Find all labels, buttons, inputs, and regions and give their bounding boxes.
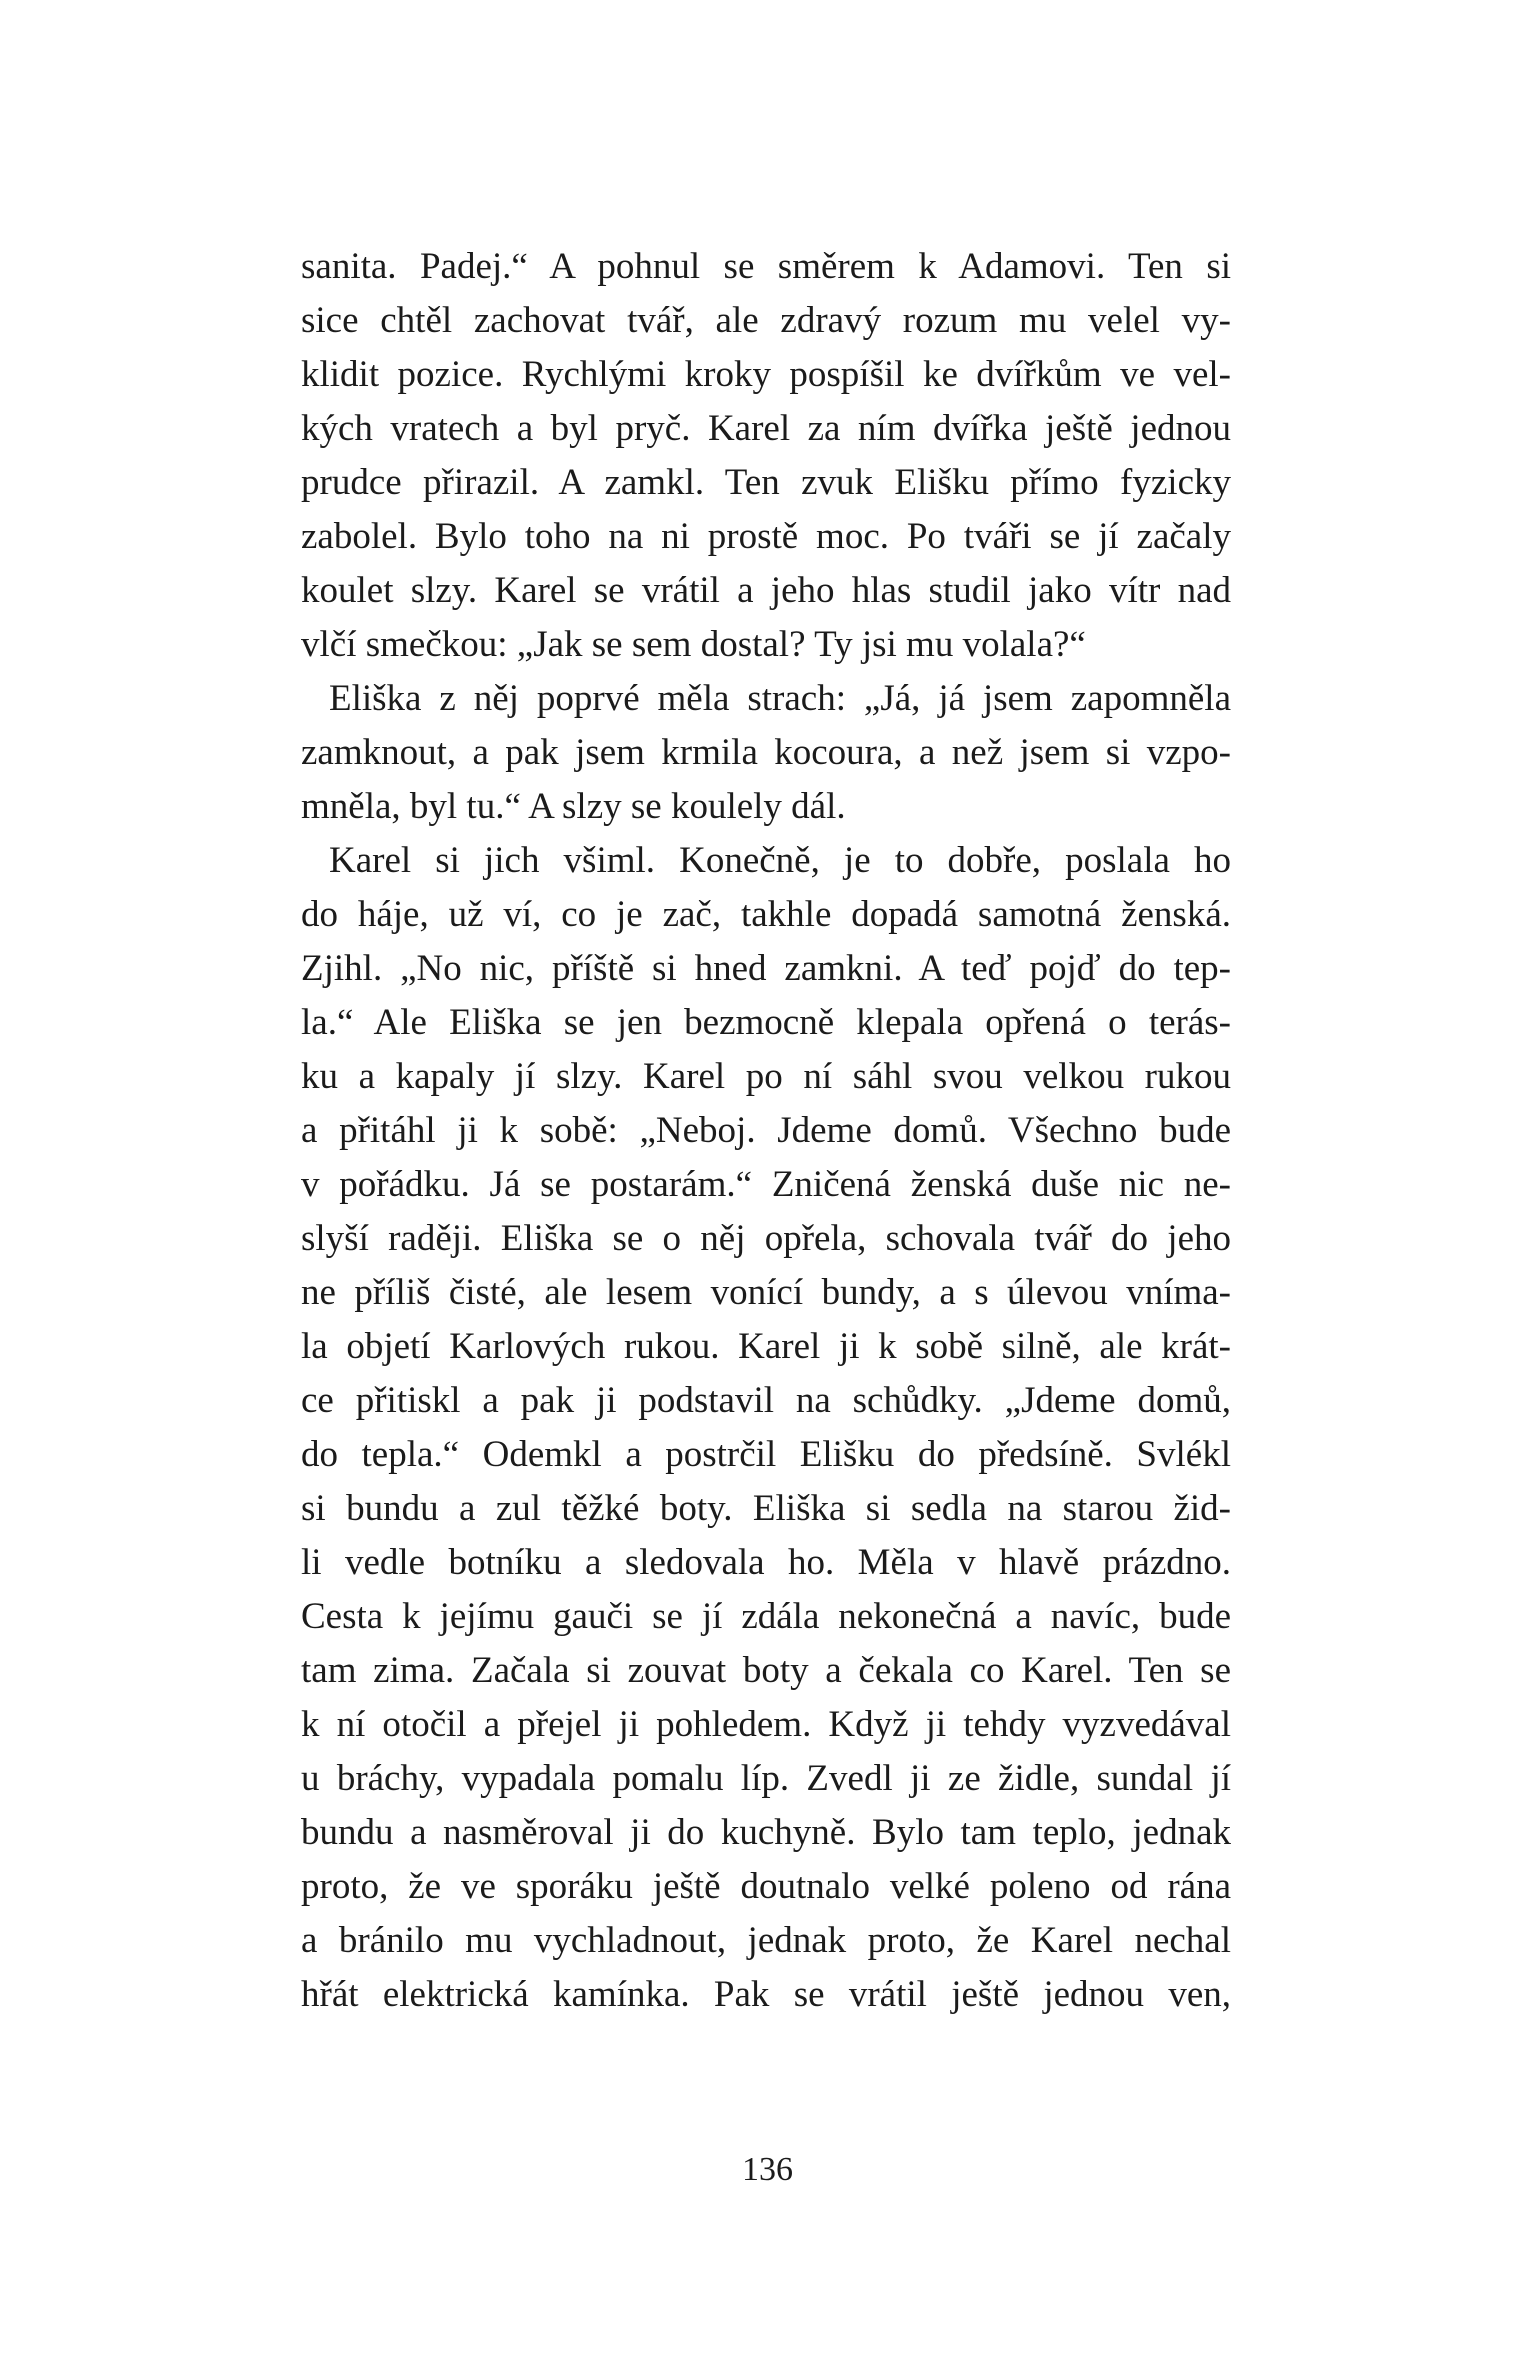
text-line: a bránilo mu vychladnout, jednak proto, že Karel nechal bbox=[301, 1920, 1231, 1961]
text-line: a přitáhl ji k sobě: „Neboj. Jdeme domů. Všechno bude bbox=[301, 1110, 1231, 1151]
text-line: u bráchy, vypadala pomalu líp. Zvedl ji ze židle, sundal jí bbox=[301, 1758, 1231, 1799]
text-line: sanita. Padej.“ A pohnul se směrem k Adamovi. Ten si bbox=[301, 246, 1231, 287]
text-line: Zjihl. „No nic, příště si hned zamkni. A teď pojď do tep- bbox=[301, 948, 1231, 989]
text-line: prudce přirazil. A zamkl. Ten zvuk Elišku přímo fyzicky bbox=[301, 462, 1231, 503]
text-line: Cesta k jejímu gauči se jí zdála nekonečná a navíc, bude bbox=[301, 1596, 1231, 1637]
text-line: do tepla.“ Odemkl a postrčil Elišku do předsíně. Svlékl bbox=[301, 1434, 1231, 1475]
text-line: si bundu a zul těžké boty. Eliška si sedla na starou žid- bbox=[301, 1488, 1231, 1529]
text-line: mněla, byl tu.“ A slzy se koulely dál. bbox=[301, 786, 846, 827]
text-line: Eliška z něj poprvé měla strach: „Já, já jsem zapomněla bbox=[329, 678, 1231, 719]
text-line: ne příliš čisté, ale lesem vonící bundy, a s úlevou vníma- bbox=[301, 1272, 1231, 1313]
text-line: koulet slzy. Karel se vrátil a jeho hlas studil jako vítr nad bbox=[301, 570, 1231, 611]
text-line: hřát elektrická kamínka. Pak se vrátil ještě jednou ven, bbox=[301, 1974, 1231, 2015]
text-line: k ní otočil a přejel ji pohledem. Když ji tehdy vyzvedával bbox=[301, 1704, 1231, 1745]
text-line: Karel si jich všiml. Konečně, je to dobře, poslala ho bbox=[329, 840, 1231, 881]
text-line: sice chtěl zachovat tvář, ale zdravý rozum mu velel vy- bbox=[301, 300, 1231, 341]
text-line: li vedle botníku a sledovala ho. Měla v hlavě prázdno. bbox=[301, 1542, 1231, 1583]
text-line: v pořádku. Já se postarám.“ Zničená ženská duše nic ne- bbox=[301, 1164, 1231, 1205]
text-line: klidit pozice. Rychlými kroky pospíšil ke dvířkům ve vel- bbox=[301, 354, 1231, 395]
text-line: proto, že ve sporáku ještě doutnalo velké poleno od rána bbox=[301, 1866, 1231, 1907]
page-number: 136 bbox=[742, 2151, 793, 2188]
text-line: ku a kapaly jí slzy. Karel po ní sáhl svou velkou rukou bbox=[301, 1056, 1231, 1097]
text-line: slyší raději. Eliška se o něj opřela, schovala tvář do jeho bbox=[301, 1218, 1231, 1259]
text-line: do háje, už ví, co je zač, takhle dopadá samotná ženská. bbox=[301, 894, 1231, 935]
text-line: zamknout, a pak jsem krmila kocoura, a než jsem si vzpo- bbox=[301, 732, 1231, 773]
body-text bbox=[301, 240, 1231, 2022]
text-line: bundu a nasměroval ji do kuchyně. Bylo tam teplo, jednak bbox=[301, 1812, 1231, 1853]
text-line: vlčí smečkou: „Jak se sem dostal? Ty jsi mu volala?“ bbox=[301, 624, 1086, 665]
text-line: tam zima. Začala si zouvat boty a čekala co Karel. Ten se bbox=[301, 1650, 1231, 1691]
text-line: la objetí Karlových rukou. Karel ji k sobě silně, ale krát- bbox=[301, 1326, 1231, 1367]
text-line: la.“ Ale Eliška se jen bezmocně klepala opřená o terás- bbox=[301, 1002, 1231, 1043]
text-line: zabolel. Bylo toho na ni prostě moc. Po tváři se jí začaly bbox=[301, 516, 1231, 557]
text-line: kých vratech a byl pryč. Karel za ním dvířka ještě jednou bbox=[301, 408, 1231, 449]
text-line: ce přitiskl a pak ji podstavil na schůdky. „Jdeme domů, bbox=[301, 1380, 1231, 1421]
